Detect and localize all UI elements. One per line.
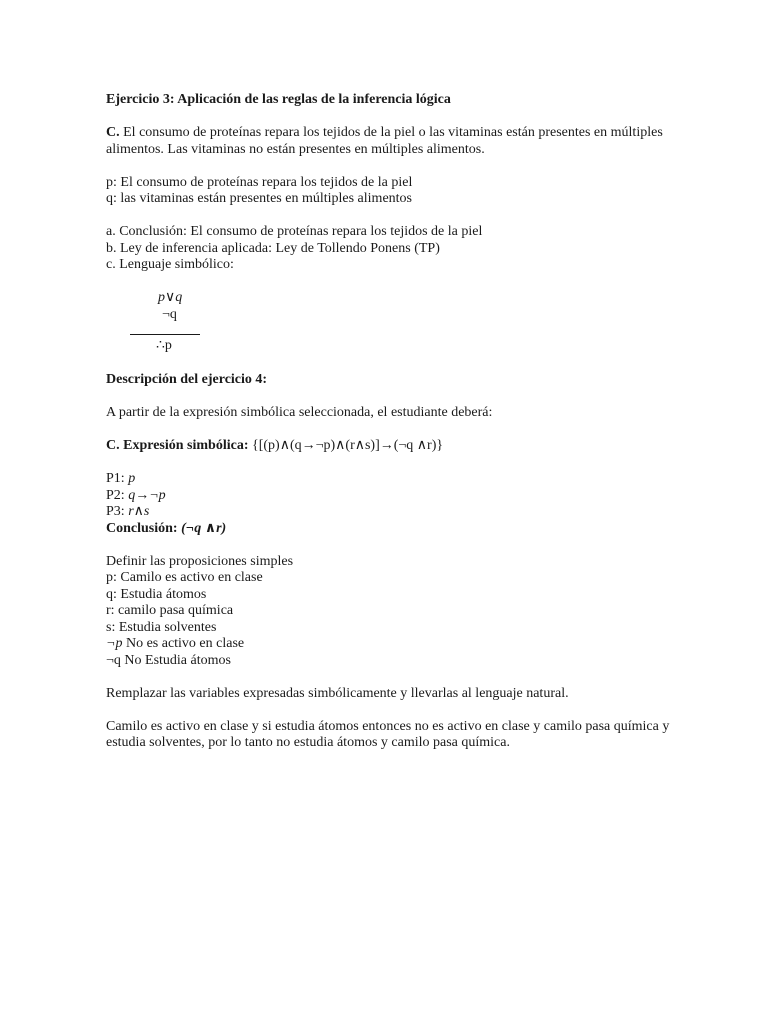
exercise-label: C. [106, 125, 120, 140]
derivation-premise-1: p∨q [158, 290, 183, 305]
premise-item [106, 488, 686, 505]
premise-list [106, 471, 686, 537]
description-text: A partir de la expresión simbólica seleccionada, el estudiante deberá: [106, 405, 493, 420]
derivation-conclusion: ∴p [156, 338, 172, 353]
proposition-item: q: las vitaminas están presentes en múltiples alimentos [106, 191, 412, 206]
analysis-list [106, 224, 686, 274]
premise-value: p [128, 471, 136, 486]
premise-item [106, 471, 686, 488]
natural-language-answer: Camilo es activo en clase y si estudia átomos entonces no es activo en clase y camilo pasa química y estudia solventes, por lo tanto no estudia átomos y camilo pasa química. [106, 718, 670, 750]
derivation-premise-2: ¬q [162, 307, 177, 322]
exercise-text: El consumo de proteínas repara los tejidos de la piel o las vitaminas están presentes en múltiples alimentos. Las vitaminas no están presentes en múltiples alimentos. [106, 125, 663, 157]
analysis-conclusion: a. Conclusión: El consumo de proteínas repara los tejidos de la piel [106, 224, 483, 239]
negation-item [106, 653, 686, 670]
conclusion-item [106, 521, 686, 538]
conclusion-label: Conclusión: [106, 520, 182, 536]
description-heading: Descripción del ejercicio 4: [106, 372, 268, 387]
premise-value: q→¬p [128, 487, 166, 503]
logic-derivation [106, 290, 686, 360]
definition-item: q: Estudia átomos [106, 586, 207, 602]
conclusion-value: (¬q ∧r) [181, 520, 227, 536]
premise-item [106, 504, 686, 521]
premise-label: P2: [106, 487, 129, 503]
negation-text: No Estudia átomos [120, 652, 231, 668]
symbolic-expression-label: C. Expresión simbólica: [106, 438, 249, 453]
symbolic-expression [106, 438, 686, 455]
exercise-statement [106, 125, 686, 158]
premise-label: P3: [106, 504, 129, 519]
definitions-section [106, 554, 686, 670]
negation-item [106, 636, 686, 653]
definitions-heading: Definir las proposiciones simples [106, 553, 294, 569]
analysis-symbolic: c. Lenguaje simbólico: [106, 257, 234, 272]
proposition-item: p: El consumo de proteínas repara los tejidos de la piel [106, 174, 413, 190]
exercise-title: Ejercicio 3: Aplicación de las reglas de la inferencia lógica [106, 92, 451, 107]
derivation-line [130, 334, 200, 335]
premise-value: r∧s [128, 504, 150, 519]
definition-item: s: Estudia solventes [106, 619, 217, 635]
premise-label: P1: [106, 471, 129, 486]
analysis-law: b. Ley de inferencia aplicada: Ley de Tollendo Ponens (TP) [106, 240, 440, 256]
proposition-list [106, 175, 686, 208]
negation-symbol: ¬p [106, 636, 123, 651]
replace-instruction: Remplazar las variables expresadas simbólicamente y llevarlas al lenguaje natural. [106, 685, 569, 701]
negation-symbol: ¬q [106, 652, 121, 668]
symbolic-expression-value: {[(p)∧(q→¬p)∧(r∧s)]→(¬q ∧r)} [248, 438, 444, 453]
definition-item: r: camilo pasa química [106, 603, 234, 618]
negation-text: No es activo en clase [122, 636, 245, 651]
document-page [106, 92, 686, 768]
definition-item: p: Camilo es activo en clase [106, 570, 263, 585]
